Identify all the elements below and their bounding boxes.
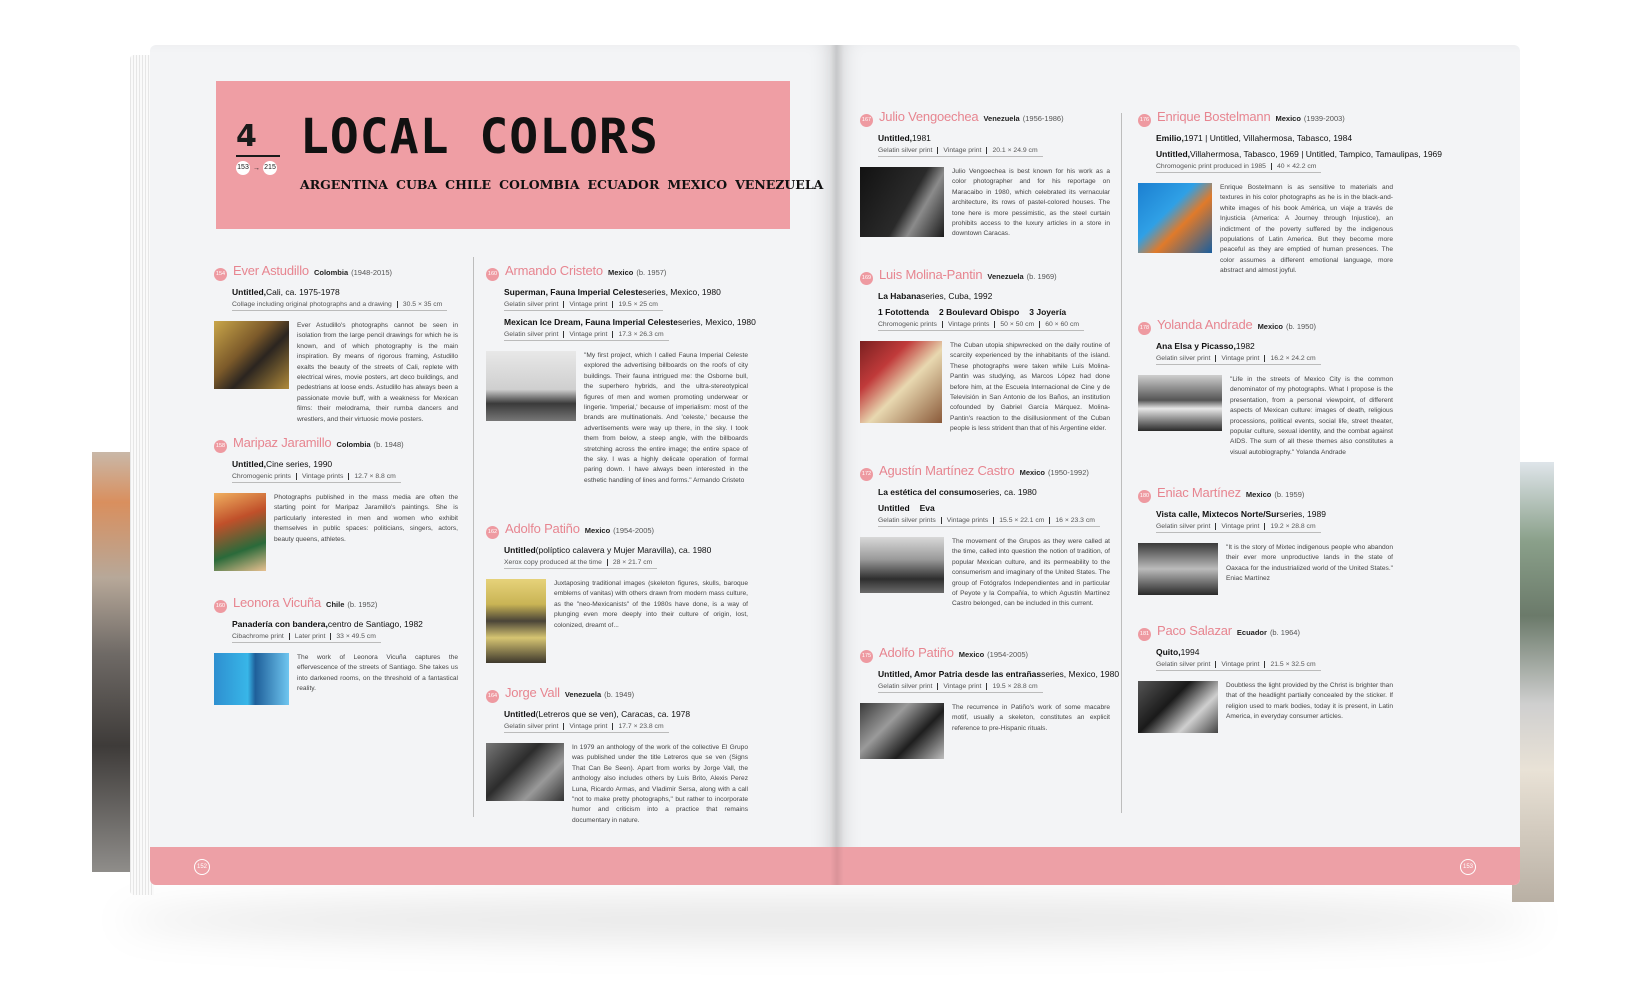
work-title <box>878 487 1110 497</box>
entry-header <box>486 263 748 281</box>
work-detail: series, Cuba, 1992 <box>921 291 993 301</box>
entry-body <box>860 341 1110 435</box>
artist-name[interactable]: Julio Vengoechea <box>879 109 979 124</box>
artist-years: (b. 1957) <box>636 268 667 277</box>
artist-entry <box>214 595 458 705</box>
artist-entry <box>1138 623 1393 733</box>
artist-years: (1954-2005) <box>987 650 1029 659</box>
country-item: CHILE <box>445 177 492 192</box>
technique-item: Gelatin silver print <box>1156 661 1211 668</box>
technique-line <box>878 517 1100 527</box>
entry-text: Julio Vengoechea is best known for his work as a color photographer and for his reportage on Maracaibo in 1980, which celebrated its vernacular architecture, its rows of pastel-colored houses. The tone here is more pessimistic, as the steel curtain prohibits access to the luxury articles in a store in downtown Caracas. <box>952 168 1110 238</box>
technique-item: Vintage print <box>1215 661 1264 668</box>
entry-text: "Life in the streets of Mexico City is the common denominator of my photographs. What I propose is the presentation, from a personal viewpoint, of different aspects of Mexican culture: images of death, religious processions, political events, social life, street theater, popular culture, sexual identity, and the combat against AIDS. The sum of all these themes also constitutes a visual autobiography." Yolanda Andrade <box>1230 376 1393 456</box>
artist-name[interactable]: Adolfo Patiño <box>505 521 580 536</box>
artist-years: (b. 1969) <box>1026 272 1057 281</box>
work-name: Untitled, <box>232 459 266 469</box>
entry-text: The Cuban utopia shipwrecked on the daily routine of scarcity experienced by the inhabitants of the island. These photographs were taken while Luis Molina-Pantin was studying, as Marcos López had done before him, at the Escuela Internacional de Cine y de Televisión in San Antonio de los Baños, an institution cofounded by Gabriel García Márquez. Molina-Pantin's reaction to the disillusionment of the Cuban people is less strident than that of his Argentine elder. <box>950 342 1110 433</box>
photo-thumbnail[interactable] <box>1138 375 1222 431</box>
work-title <box>1156 341 1393 351</box>
artist-entry <box>214 435 458 571</box>
folio-left: 152 <box>194 859 210 875</box>
technique-item: 19.5 × 25 cm <box>612 301 662 308</box>
artist-years: (1939-2003) <box>1303 114 1345 123</box>
bottom-band <box>836 847 1520 885</box>
technique-item: Vintage print <box>563 723 612 730</box>
technique-item: Gelatin silver print <box>504 301 559 308</box>
photo-thumbnail[interactable] <box>486 351 576 421</box>
entry-header <box>486 685 748 703</box>
work-detail: Villahermosa, Tabasco, 1969 | Untitled, Tampico, Tamaulipas, 1969 <box>1190 149 1443 159</box>
work-detail: series, 1989 <box>1279 509 1326 519</box>
photo-thumbnail[interactable] <box>486 579 546 663</box>
technique-line <box>232 473 401 483</box>
entry-body <box>214 321 458 425</box>
catalog-number: 181 <box>1138 628 1151 641</box>
artist-entry <box>1138 109 1443 277</box>
artist-country: Mexico <box>1257 322 1283 331</box>
country-item: MEXICO <box>667 177 728 192</box>
work-detail: (Letreros que se ven), Caracas, ca. 1978 <box>535 709 691 719</box>
right-page <box>836 45 1520 885</box>
work-detail: 1982 <box>1235 341 1255 351</box>
work-detail: centro de Santiago, 1982 <box>327 619 423 629</box>
work-name: Untitled, Amor Patria desde las entrañas <box>878 669 1042 679</box>
technique-item: 50 × 50 cm <box>994 321 1039 328</box>
technique-item: Later print <box>289 633 331 640</box>
work-title <box>504 545 748 555</box>
artist-country: Venezuela <box>564 690 602 699</box>
work-title <box>504 287 748 297</box>
folio-right: 153 <box>1460 859 1476 875</box>
artist-country: Mexico <box>1245 490 1272 499</box>
technique-item: Vintage print <box>1215 523 1264 530</box>
work-name: Untitled, <box>1156 149 1190 159</box>
catalog-number: 162 <box>486 526 499 539</box>
entry-header <box>1138 109 1393 127</box>
work-subtitle: Untitled <box>878 503 910 513</box>
artist-years: (b. 1964) <box>1269 628 1300 637</box>
artist-years: (1956-1986) <box>1022 114 1064 123</box>
technique-line <box>878 321 1084 331</box>
work-name: Ana Elsa y Picasso, <box>1156 341 1236 351</box>
country-item: ECUADOR <box>587 177 660 192</box>
chapter-title: LOCAL COLORS <box>300 109 659 165</box>
technique-item: 17.7 × 23.8 cm <box>612 723 668 730</box>
technique-line <box>504 559 657 569</box>
entry-text: "My first project, which I called Fauna Imperial Celeste explored the advertising billboards on the roofs of city buildings. Their fauna intrigued me: the Osborne bull, the superhero hybrids, and the ultra-stereotypical figures of men and women promoting underwear or lingerie. 'Imperial,' because of imperialism: most of the brands are multinationals. And 'celeste,' because the advertisements were way up there, in the sky. I took them from below, a steep angle, with the billboards stretching across the entire image; the entire space of the sky. I was a highly delicate operation of formal paring down. I have always been interested in the esthetic handling of lines and forms." Armando Cristeto <box>584 352 748 484</box>
technique-item: Gelatin silver print <box>504 331 559 338</box>
technique-line <box>1156 163 1321 173</box>
technique-item: 40 × 42.2 cm <box>1271 163 1321 170</box>
entry-text: Photographs published in the mass media are often the starting point for Maripaz Jaramillo's paintings. She is particularly interested in men and women who exhibit themselves in public spaces: politicians, singers, actors, beauty queens, athletes. <box>274 494 458 543</box>
chapter-header <box>216 81 824 229</box>
work-detail: series, ca. 1980 <box>976 487 1037 497</box>
technique-item: Chromogenic print produced in 1985 <box>1156 163 1266 170</box>
entry-body <box>486 743 748 826</box>
bottom-band <box>150 847 836 885</box>
work-title <box>504 709 748 719</box>
photo-thumbnail[interactable] <box>860 167 944 237</box>
artist-name[interactable]: Luis Molina-Pantin <box>879 267 983 282</box>
catalog-number: 178 <box>1138 322 1151 335</box>
artist-years: (1948-2015) <box>351 268 393 277</box>
artist-entry <box>860 645 1120 759</box>
entry-body <box>486 351 748 486</box>
technique-item: Vintage prints <box>941 517 993 524</box>
photo-thumbnail[interactable] <box>214 653 289 705</box>
entry-header <box>860 463 1110 481</box>
catalog-number: 175 <box>860 650 873 663</box>
work-name: Vista calle, Mixtecos Norte/Sur <box>1156 509 1280 519</box>
technique-item: Vintage print <box>563 331 612 338</box>
photo-thumbnail[interactable] <box>860 537 944 593</box>
work-title <box>232 459 458 469</box>
photo-thumbnail[interactable] <box>214 493 266 571</box>
entry-header <box>486 521 748 539</box>
entry-text: Juxtaposing traditional images (skeleton figures, skulls, baroque emblems of vanitas) with others drawn from modern mass culture, as the "neo-Mexicanists" of the 1980s have done, is a way of plunging even more deeply into their culture of origin, lost, colonized, dreamt of... <box>554 580 748 629</box>
entry-header <box>860 267 1110 285</box>
technique-line <box>878 147 1043 157</box>
technique-item: Collage including original photographs and a drawing <box>232 301 392 308</box>
work-name: Mexican Ice Dream, Fauna Imperial Celeste <box>504 317 678 327</box>
artist-name[interactable]: Adolfo Patiño <box>879 645 954 660</box>
entry-text: Enrique Bostelmann is as sensitive to materials and textures in his color photographs as he is in the black-and-white images of his book América, un viaje a través de Injusticia (America: A Journey through Injustice), an indictment of the poverty suffered by the indigenous populations of Latin America. But they become more peaceful as they are emptied of human presences. The color assumes a different emotional language, more abstract and almost joyful. <box>1220 184 1393 275</box>
work-subtitle: Eva <box>919 503 935 513</box>
entry-header <box>214 595 458 613</box>
technique-item: 20.1 × 24.9 cm <box>986 147 1042 154</box>
technique-line <box>504 301 663 311</box>
technique-item: Gelatin silver print <box>1156 523 1211 530</box>
entry-body <box>1138 543 1393 595</box>
work-subtitle: 1 Fotottenda <box>878 307 929 317</box>
range-start: 153 <box>236 161 250 175</box>
technique-item: Gelatin silver print <box>878 683 933 690</box>
artist-country: Mexico <box>1275 114 1301 123</box>
technique-item: 28 × 21.7 cm <box>607 559 657 566</box>
artist-entry <box>860 463 1110 610</box>
left-page <box>150 45 836 885</box>
artist-years: (b. 1959) <box>1274 490 1305 499</box>
technique-item: 12.7 × 8.8 cm <box>348 473 400 480</box>
artist-country: Venezuela <box>983 114 1020 123</box>
column-divider <box>1121 113 1122 813</box>
catalog-number: 167 <box>860 114 873 127</box>
technique-item: 16.2 × 24.2 cm <box>1264 355 1320 362</box>
artist-name[interactable]: Paco Salazar <box>1157 623 1232 638</box>
technique-item: 19.2 × 28.8 cm <box>1264 523 1320 530</box>
artist-years: (b. 1949) <box>604 690 635 699</box>
artist-entry <box>486 521 748 663</box>
technique-item: Cibachrome print <box>232 633 284 640</box>
technique-item: 16 × 23.3 cm <box>1049 517 1099 524</box>
country-item: ARGENTINA <box>300 177 388 192</box>
technique-line <box>1156 355 1321 365</box>
catalog-number: 180 <box>1138 490 1151 503</box>
technique-item: Xerox copy produced at the time <box>504 559 602 566</box>
entry-header <box>860 109 1110 127</box>
technique-item: Vintage prints <box>296 473 348 480</box>
catalog-number: 169 <box>860 272 873 285</box>
photo-thumbnail[interactable] <box>214 321 289 389</box>
catalog-number: 154 <box>214 268 227 281</box>
technique-item: 30.5 × 35 cm <box>397 301 447 308</box>
photo-thumbnail[interactable] <box>1138 543 1218 595</box>
artist-country: Mexico <box>584 526 611 535</box>
photo-thumbnail[interactable] <box>860 341 942 423</box>
entry-body <box>1138 681 1393 733</box>
technique-item: Vintage prints <box>942 321 994 328</box>
photo-thumbnail[interactable] <box>486 743 564 801</box>
work-name: Panadería con bandera, <box>232 619 328 629</box>
entry-body <box>214 493 458 571</box>
artist-country: Ecuador <box>1236 628 1267 637</box>
artist-years: (1954-2005) <box>613 526 655 535</box>
technique-item: 60 × 60 cm <box>1039 321 1084 328</box>
technique-item: Vintage print <box>563 301 612 308</box>
artist-country: Chile <box>326 600 345 609</box>
entry-header <box>1138 317 1393 335</box>
range-end: 215 <box>263 161 277 175</box>
technique-item: 21.5 × 32.5 cm <box>1264 661 1320 668</box>
work-name: Untitled, <box>878 133 912 143</box>
artist-name[interactable]: Eniac Martínez <box>1157 485 1241 500</box>
artist-country: Mexico <box>958 650 985 659</box>
entry-body <box>860 703 1110 759</box>
entry-body <box>1138 375 1393 458</box>
artist-name[interactable]: Agustín Martínez Castro <box>879 463 1015 478</box>
artist-name[interactable]: Maripaz Jaramillo <box>233 435 332 450</box>
work-name: Untitled <box>504 545 536 555</box>
artist-entry <box>1138 485 1393 595</box>
work-title <box>232 619 458 629</box>
technique-line <box>1156 523 1321 533</box>
artist-name[interactable]: Armando Cristeto <box>505 263 603 278</box>
catalog-number: 160 <box>486 268 499 281</box>
work-title <box>878 133 1110 143</box>
catalog-number: 160 <box>214 600 227 613</box>
chapter-rule <box>236 155 280 157</box>
entry-text: "It is the story of Mixtec indigenous people who abandon their ever more unproductive lands in the state of Oaxaca for the industrialized world of the United States." Eniac Martínez <box>1226 544 1393 583</box>
entry-text: Doubtless the light provided by the Christ is brighter than that of the headlight partially concealed by the sticker. If religion used to mark bodies, today it is present, in Latin America, in everyday consumer articles. <box>1226 682 1393 721</box>
work-detail: 1994 <box>1180 647 1200 657</box>
technique-line <box>878 683 1043 693</box>
work-title <box>1156 133 1393 143</box>
entry-text: In 1979 an anthology of the work of the collective El Grupo was published under the title Letreros que se ven (Signs That Can Be Seen). Apart from works by Jorge Vall, the anthology also includes others by Luis Brito, Alexis Perez Luna, Ricardo Armas, and Vladimir Sersa, along with a call "not to make pretty photographs," but rather to incorporate humor and criticism into a practice that remains documentary in nature. <box>572 744 748 824</box>
work-subtitle: 2 Boulevard Obispo <box>939 307 1020 317</box>
artist-years: (b. 1952) <box>347 600 378 609</box>
artist-country: Mexico <box>607 268 634 277</box>
artist-country: Mexico <box>1019 468 1046 477</box>
entry-header <box>214 435 458 453</box>
work-name: Untitled <box>504 709 536 719</box>
technique-line <box>232 633 381 643</box>
technique-line <box>232 301 447 311</box>
catalog-number: 172 <box>860 468 873 481</box>
artist-name[interactable]: Leonora Vicuña <box>233 595 322 610</box>
entry-header <box>860 645 1110 663</box>
catalog-number: 158 <box>214 440 227 453</box>
artist-name[interactable]: Yolanda Andrade <box>1157 317 1253 332</box>
column-divider <box>473 257 474 817</box>
arrow-right-icon: → <box>253 164 260 172</box>
work-detail: series, Mexico, 1980 <box>642 287 721 297</box>
technique-item: Gelatin silver prints <box>878 517 936 524</box>
technique-item: Vintage print <box>1215 355 1264 362</box>
technique-item: Chromogenic prints <box>232 473 291 480</box>
work-detail: series, Mexico, 1980 <box>677 317 756 327</box>
work-detail: (políptico calavera y Mujer Maravilla), ca. 1980 <box>535 545 712 555</box>
work-name: Superman, Fauna Imperial Celeste <box>504 287 643 297</box>
technique-item: Gelatin silver print <box>1156 355 1211 362</box>
catalog-number: 176 <box>1138 114 1151 127</box>
entry-header <box>1138 623 1393 641</box>
artist-entry <box>486 685 748 826</box>
work-detail: Cine series, 1990 <box>266 459 333 469</box>
entry-text: The movement of the Grupos as they were called at the time, called into question the notion of tradition, of popular Mexican culture, and its permeability to the consumerism and imaginary of the United States. The group of Fotógrafos Independientes and in particular of Peyote y la Compañía, to which Agustín Martínez Castro belonged, can be included in this current. <box>952 538 1110 608</box>
chapter-range <box>236 161 277 175</box>
country-item: CUBA <box>396 177 438 192</box>
work-title <box>878 669 1120 679</box>
entry-text: The recurrence in Patiño's work of some macabre motif, usually a skeleton, constitutes an explicit reference to pre-Hispanic rituals. <box>952 704 1110 732</box>
work-detail: Cali, ca. 1975-1978 <box>266 287 340 297</box>
technique-item: 17.3 × 26.3 cm <box>612 331 668 338</box>
artist-years: (b. 1950) <box>1286 322 1317 331</box>
entry-body <box>860 167 1110 240</box>
work-subtitles <box>878 307 1110 317</box>
entry-body <box>860 537 1110 610</box>
entry-header <box>214 263 458 281</box>
technique-item: 33 × 49.5 cm <box>330 633 380 640</box>
work-detail: series, Mexico, 1980 <box>1041 669 1120 679</box>
photo-thumbnail[interactable] <box>1138 681 1218 733</box>
technique-line <box>504 723 669 733</box>
catalog-number: 164 <box>486 690 499 703</box>
artist-years: (b. 1948) <box>373 440 404 449</box>
technique-item: 19.5 × 28.8 cm <box>986 683 1042 690</box>
country-item: VENEZUELA <box>735 177 824 192</box>
work-name: Quito, <box>1156 647 1181 657</box>
technique-item: Vintage print <box>937 683 986 690</box>
work-name: Emilio, <box>1156 133 1184 143</box>
artist-country: Colombia <box>313 268 349 277</box>
country-list <box>300 177 823 192</box>
work-name: La Habana <box>878 291 921 301</box>
work-detail: 1971 | Untitled, Villahermosa, Tabasco, 1984 <box>1183 133 1353 143</box>
entry-body <box>1138 183 1393 277</box>
artist-name[interactable]: Ever Astudillo <box>233 263 309 278</box>
technique-line <box>1156 661 1321 671</box>
technique-item: Gelatin silver print <box>504 723 559 730</box>
photo-thumbnail[interactable] <box>860 703 944 759</box>
photo-thumbnail[interactable] <box>1138 183 1212 253</box>
work-title <box>878 291 1110 301</box>
technique-item: Chromogenic prints <box>878 321 937 328</box>
work-name: La estética del consumo <box>878 487 977 497</box>
artist-name[interactable]: Jorge Vall <box>505 685 560 700</box>
artist-entry <box>486 263 756 486</box>
artist-name[interactable]: Enrique Bostelmann <box>1157 109 1271 124</box>
entry-text: Ever Astudillo's photographs cannot be seen in isolation from the large pencil drawings for which he is known, and of which photography is the main inspiration. By means of rigorous framing, Astudillo exalts the beauty of the streets of Cali, replete with electrical wires, movie posters, art deco buildings, and pedestrians at loose ends. Astudillo has always been a passionate movie buff, with a weakness for Mexican films: their melodrama, their rumba dancers and wrestlers, and their virtuosic movie posters. <box>297 322 458 423</box>
technique-item: Gelatin silver print <box>878 147 933 154</box>
artist-country: Colombia <box>336 440 371 449</box>
artist-country: Venezuela <box>987 272 1024 281</box>
entry-header <box>1138 485 1393 503</box>
work-title <box>1156 647 1393 657</box>
entry-body <box>486 579 748 663</box>
work-name: Untitled, <box>232 287 266 297</box>
work-subtitles <box>878 503 1110 513</box>
artist-entry <box>1138 317 1393 458</box>
work-title <box>232 287 458 297</box>
entry-text: The work of Leonora Vicuña captures the effervescence of the streets of Santiago. She takes us into darkened rooms, on the threshold of a fantastical reality. <box>297 654 458 693</box>
work-detail: 1981 <box>912 133 931 143</box>
work-subtitle: 3 Joyería <box>1029 307 1067 317</box>
technique-line <box>504 331 669 341</box>
technique-item: 15.5 × 22.1 cm <box>993 517 1049 524</box>
chapter-number: 4 <box>236 119 257 154</box>
artist-entry <box>860 267 1110 435</box>
artist-entry <box>214 263 458 425</box>
country-item: COLOMBIA <box>499 177 580 192</box>
artist-years: (1950-1992) <box>1048 468 1089 477</box>
work-title <box>1156 149 1443 159</box>
technique-item: Vintage print <box>937 147 986 154</box>
work-title <box>504 317 756 327</box>
book-gutter <box>830 45 844 885</box>
entry-body <box>214 653 458 705</box>
work-title <box>1156 509 1393 519</box>
artist-entry <box>860 109 1110 240</box>
book-spread <box>150 45 1520 910</box>
